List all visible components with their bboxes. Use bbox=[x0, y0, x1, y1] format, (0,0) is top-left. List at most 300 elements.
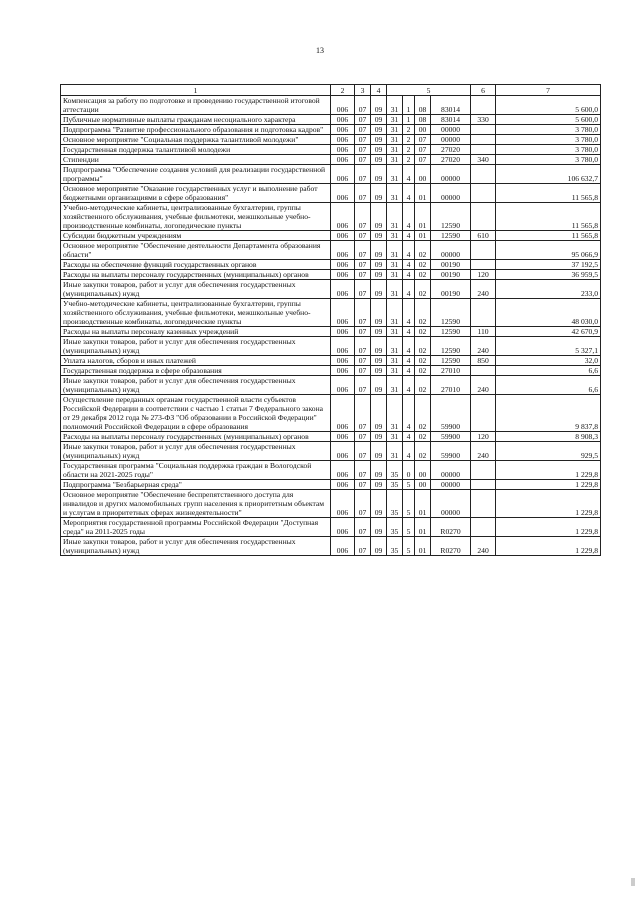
cell-c3: 07 bbox=[355, 480, 371, 490]
cell-name: Публичные нормативные выплаты гражданам несоциального характера bbox=[61, 115, 331, 125]
cell-c2: 006 bbox=[331, 461, 355, 480]
cell-p3: 02 bbox=[415, 366, 431, 376]
cell-c3: 07 bbox=[355, 115, 371, 125]
table-row bbox=[61, 270, 601, 280]
header-col-2: 2 bbox=[331, 85, 355, 96]
table-header-row bbox=[61, 85, 601, 96]
header-col-1: 1 bbox=[61, 85, 331, 96]
cell-p4: 12590 bbox=[431, 231, 471, 241]
cell-c4: 09 bbox=[371, 518, 387, 537]
cell-p4: 00000 bbox=[431, 241, 471, 260]
cell-name: Расходы на обеспечение функций государственных органов bbox=[61, 260, 331, 270]
cell-p3: 08 bbox=[415, 115, 431, 125]
cell-name: Основное мероприятие "Обеспечение деятельности Департамента образования области" bbox=[61, 241, 331, 260]
cell-c4: 09 bbox=[371, 165, 387, 184]
cell-p4: 27010 bbox=[431, 376, 471, 395]
cell-c2: 006 bbox=[331, 376, 355, 395]
cell-name: Расходы на выплаты персоналу казенных учреждений bbox=[61, 327, 331, 337]
cell-p2: 4 bbox=[403, 366, 415, 376]
cell-c6 bbox=[471, 299, 496, 327]
cell-amount: 1 229,8 bbox=[496, 480, 601, 490]
cell-amount: 233,0 bbox=[496, 280, 601, 299]
cell-c2: 006 bbox=[331, 327, 355, 337]
cell-p4: 00000 bbox=[431, 490, 471, 518]
cell-name: Учебно-методические кабинеты, централизованные бухгалтерии, группы хозяйственного обслуживания, учебные фильмотеки, межшкольные учебно-производственные комбинаты, логопедические пункты bbox=[61, 299, 331, 327]
cell-c6 bbox=[471, 145, 496, 155]
table-row bbox=[61, 376, 601, 395]
cell-c4: 09 bbox=[371, 376, 387, 395]
cell-c3: 07 bbox=[355, 518, 371, 537]
cell-p3: 00 bbox=[415, 480, 431, 490]
cell-p3: 02 bbox=[415, 356, 431, 366]
cell-p1: 31 bbox=[387, 145, 403, 155]
table-row bbox=[61, 337, 601, 356]
cell-c6: 240 bbox=[471, 537, 496, 556]
cell-p3: 01 bbox=[415, 490, 431, 518]
cell-p4: 00190 bbox=[431, 280, 471, 299]
cell-p1: 35 bbox=[387, 490, 403, 518]
cell-p1: 31 bbox=[387, 241, 403, 260]
cell-amount: 5 600,0 bbox=[496, 96, 601, 115]
cell-c6 bbox=[471, 260, 496, 270]
cell-c2: 006 bbox=[331, 442, 355, 461]
cell-c4: 09 bbox=[371, 280, 387, 299]
cell-p4: 12590 bbox=[431, 299, 471, 327]
cell-c2: 006 bbox=[331, 155, 355, 165]
cell-amount: 9 837,8 bbox=[496, 395, 601, 432]
cell-p4: 27010 bbox=[431, 366, 471, 376]
cell-p1: 31 bbox=[387, 442, 403, 461]
cell-amount: 3 780,0 bbox=[496, 135, 601, 145]
budget-table bbox=[60, 84, 601, 556]
cell-p2: 2 bbox=[403, 155, 415, 165]
cell-p1: 31 bbox=[387, 260, 403, 270]
cell-p2: 4 bbox=[403, 442, 415, 461]
cell-p2: 1 bbox=[403, 115, 415, 125]
cell-name: Субсидии бюджетным учреждениям bbox=[61, 231, 331, 241]
table-row bbox=[61, 260, 601, 270]
cell-c3: 07 bbox=[355, 155, 371, 165]
cell-amount: 1 229,8 bbox=[496, 537, 601, 556]
cell-c2: 006 bbox=[331, 356, 355, 366]
cell-c2: 006 bbox=[331, 537, 355, 556]
cell-p2: 0 bbox=[403, 461, 415, 480]
table-row bbox=[61, 125, 601, 135]
cell-p1: 31 bbox=[387, 280, 403, 299]
cell-p4: 27020 bbox=[431, 155, 471, 165]
cell-amount: 48 030,0 bbox=[496, 299, 601, 327]
table-row bbox=[61, 241, 601, 260]
cell-c2: 006 bbox=[331, 480, 355, 490]
cell-c6 bbox=[471, 125, 496, 135]
cell-c3: 07 bbox=[355, 537, 371, 556]
cell-p1: 31 bbox=[387, 395, 403, 432]
cell-p2: 4 bbox=[403, 241, 415, 260]
cell-p1: 31 bbox=[387, 299, 403, 327]
cell-c3: 07 bbox=[355, 241, 371, 260]
cell-amount: 3 780,0 bbox=[496, 125, 601, 135]
cell-c4: 09 bbox=[371, 135, 387, 145]
cell-c3: 07 bbox=[355, 395, 371, 432]
cell-p3: 01 bbox=[415, 537, 431, 556]
cell-name: Учебно-методические кабинеты, централизованные бухгалтерии, группы хозяйственного обслуживания, учебные фильмотеки, межшкольные учебно-производственные комбинаты, логопедические пункты bbox=[61, 203, 331, 231]
table-row bbox=[61, 395, 601, 432]
cell-p3: 08 bbox=[415, 96, 431, 115]
cell-name: Иные закупки товаров, работ и услуг для обеспечения государственных (муниципальных) нужд bbox=[61, 537, 331, 556]
table-row bbox=[61, 327, 601, 337]
cell-p3: 02 bbox=[415, 299, 431, 327]
cell-p1: 35 bbox=[387, 480, 403, 490]
cell-c4: 09 bbox=[371, 260, 387, 270]
table-row bbox=[61, 231, 601, 241]
table-row bbox=[61, 203, 601, 231]
cell-c2: 006 bbox=[331, 299, 355, 327]
cell-c6: 340 bbox=[471, 155, 496, 165]
cell-c3: 07 bbox=[355, 376, 371, 395]
cell-p4: 00000 bbox=[431, 125, 471, 135]
cell-p2: 2 bbox=[403, 135, 415, 145]
cell-c2: 006 bbox=[331, 165, 355, 184]
cell-p1: 35 bbox=[387, 518, 403, 537]
cell-p2: 4 bbox=[403, 280, 415, 299]
cell-c4: 09 bbox=[371, 327, 387, 337]
cell-c4: 09 bbox=[371, 203, 387, 231]
cell-p2: 4 bbox=[403, 356, 415, 366]
table-row bbox=[61, 366, 601, 376]
cell-amount: 95 066,9 bbox=[496, 241, 601, 260]
cell-c6: 240 bbox=[471, 376, 496, 395]
cell-c6 bbox=[471, 184, 496, 203]
table-row bbox=[61, 135, 601, 145]
cell-c3: 07 bbox=[355, 461, 371, 480]
cell-p1: 31 bbox=[387, 270, 403, 280]
cell-p3: 02 bbox=[415, 270, 431, 280]
cell-c2: 006 bbox=[331, 270, 355, 280]
table-row bbox=[61, 537, 601, 556]
cell-amount: 32,0 bbox=[496, 356, 601, 366]
cell-p1: 31 bbox=[387, 337, 403, 356]
cell-c3: 07 bbox=[355, 490, 371, 518]
cell-c2: 006 bbox=[331, 184, 355, 203]
table-row bbox=[61, 165, 601, 184]
cell-p3: 01 bbox=[415, 203, 431, 231]
cell-c2: 006 bbox=[331, 135, 355, 145]
cell-p4: R0270 bbox=[431, 518, 471, 537]
cell-c3: 07 bbox=[355, 356, 371, 366]
cell-p3: 02 bbox=[415, 442, 431, 461]
cell-p4: 00190 bbox=[431, 270, 471, 280]
cell-name: Иные закупки товаров, работ и услуг для обеспечения государственных (муниципальных) нужд bbox=[61, 442, 331, 461]
cell-p2: 4 bbox=[403, 395, 415, 432]
cell-p4: 83014 bbox=[431, 96, 471, 115]
cell-p1: 31 bbox=[387, 96, 403, 115]
cell-amount: 1 229,8 bbox=[496, 518, 601, 537]
cell-name: Основное мероприятие "Социальная поддержка талантливой молодежи" bbox=[61, 135, 331, 145]
cell-p2: 4 bbox=[403, 203, 415, 231]
table-row bbox=[61, 155, 601, 165]
cell-p1: 31 bbox=[387, 135, 403, 145]
cell-c4: 09 bbox=[371, 125, 387, 135]
cell-amount: 11 565,8 bbox=[496, 231, 601, 241]
cell-p3: 01 bbox=[415, 231, 431, 241]
cell-p1: 31 bbox=[387, 327, 403, 337]
cell-c3: 07 bbox=[355, 260, 371, 270]
header-col-7: 7 bbox=[496, 85, 601, 96]
cell-p4: 27020 bbox=[431, 145, 471, 155]
header-col-4: 4 bbox=[371, 85, 387, 96]
cell-c2: 006 bbox=[331, 337, 355, 356]
cell-name: Государственная поддержка в сфере образования bbox=[61, 366, 331, 376]
cell-c2: 006 bbox=[331, 432, 355, 442]
cell-c4: 09 bbox=[371, 356, 387, 366]
table-row bbox=[61, 432, 601, 442]
cell-p3: 02 bbox=[415, 376, 431, 395]
page-number: 13 bbox=[316, 46, 324, 55]
cell-c6 bbox=[471, 366, 496, 376]
cell-c6: 240 bbox=[471, 337, 496, 356]
cell-p1: 31 bbox=[387, 376, 403, 395]
cell-p1: 31 bbox=[387, 203, 403, 231]
cell-c4: 09 bbox=[371, 480, 387, 490]
table-row bbox=[61, 184, 601, 203]
cell-p2: 4 bbox=[403, 165, 415, 184]
cell-amount: 3 780,0 bbox=[496, 155, 601, 165]
cell-c2: 006 bbox=[331, 203, 355, 231]
cell-name: Компенсация за работу по подготовке и проведению государственной итоговой аттестации bbox=[61, 96, 331, 115]
cell-p4: 12590 bbox=[431, 356, 471, 366]
cell-c3: 07 bbox=[355, 165, 371, 184]
cell-p1: 35 bbox=[387, 537, 403, 556]
cell-p4: 00190 bbox=[431, 260, 471, 270]
table-row bbox=[61, 480, 601, 490]
cell-p1: 31 bbox=[387, 125, 403, 135]
cell-name: Иные закупки товаров, работ и услуг для обеспечения государственных (муниципальных) нужд bbox=[61, 337, 331, 356]
cell-name: Государственная поддержка талантливой молодежи bbox=[61, 145, 331, 155]
cell-c2: 006 bbox=[331, 280, 355, 299]
cell-c3: 07 bbox=[355, 327, 371, 337]
cell-name: Государственная программа "Социальная поддержка граждан в Вологодской области на 2021-2025 годы" bbox=[61, 461, 331, 480]
cell-p4: 12590 bbox=[431, 327, 471, 337]
cell-p4: 00000 bbox=[431, 184, 471, 203]
cell-name: Расходы на выплаты персоналу государственных (муниципальных) органов bbox=[61, 270, 331, 280]
cell-p1: 31 bbox=[387, 115, 403, 125]
cell-c2: 006 bbox=[331, 145, 355, 155]
cell-p4: 00000 bbox=[431, 461, 471, 480]
cell-p3: 01 bbox=[415, 518, 431, 537]
cell-c4: 09 bbox=[371, 299, 387, 327]
table-row bbox=[61, 299, 601, 327]
cell-p4: 12590 bbox=[431, 337, 471, 356]
cell-p2: 5 bbox=[403, 537, 415, 556]
table-row bbox=[61, 356, 601, 366]
cell-p3: 02 bbox=[415, 337, 431, 356]
cell-c3: 07 bbox=[355, 125, 371, 135]
cell-amount: 8 908,3 bbox=[496, 432, 601, 442]
cell-p3: 01 bbox=[415, 184, 431, 203]
cell-c4: 09 bbox=[371, 537, 387, 556]
cell-name: Уплата налогов, сборов и иных платежей bbox=[61, 356, 331, 366]
cell-amount: 11 565,8 bbox=[496, 184, 601, 203]
header-col-5: 5 bbox=[387, 85, 471, 96]
cell-c3: 07 bbox=[355, 299, 371, 327]
cell-amount: 1 229,8 bbox=[496, 490, 601, 518]
scan-edge-mark bbox=[631, 878, 635, 886]
cell-amount: 11 565,8 bbox=[496, 203, 601, 231]
table-row bbox=[61, 442, 601, 461]
cell-p4: 00000 bbox=[431, 480, 471, 490]
cell-c3: 07 bbox=[355, 96, 371, 115]
cell-c6 bbox=[471, 165, 496, 184]
cell-c2: 006 bbox=[331, 518, 355, 537]
cell-c3: 07 bbox=[355, 145, 371, 155]
header-col-6: 6 bbox=[471, 85, 496, 96]
cell-amount: 37 192,5 bbox=[496, 260, 601, 270]
cell-p1: 31 bbox=[387, 184, 403, 203]
cell-c6: 110 bbox=[471, 327, 496, 337]
cell-c2: 006 bbox=[331, 241, 355, 260]
cell-c4: 09 bbox=[371, 270, 387, 280]
cell-p4: 12590 bbox=[431, 203, 471, 231]
cell-p1: 31 bbox=[387, 432, 403, 442]
cell-name: Осуществление переданных органам государственной власти субъектов Российской Федерации в соответствии с частью 1 статьи 7 Федерального закона от 29 декабря 2012 года № 273-ФЗ "Об образовании в Российской Федерации" полномочий Российской Федерации в сфере образования bbox=[61, 395, 331, 432]
cell-p2: 5 bbox=[403, 490, 415, 518]
cell-p3: 00 bbox=[415, 165, 431, 184]
cell-p2: 4 bbox=[403, 260, 415, 270]
cell-c6 bbox=[471, 135, 496, 145]
cell-p2: 4 bbox=[403, 376, 415, 395]
cell-c3: 07 bbox=[355, 135, 371, 145]
cell-name: Стипендии bbox=[61, 155, 331, 165]
cell-amount: 3 780,0 bbox=[496, 145, 601, 155]
cell-p1: 31 bbox=[387, 231, 403, 241]
cell-c3: 07 bbox=[355, 337, 371, 356]
cell-p4: 59900 bbox=[431, 442, 471, 461]
table-row bbox=[61, 490, 601, 518]
cell-c6 bbox=[471, 96, 496, 115]
cell-name: Иные закупки товаров, работ и услуг для обеспечения государственных (муниципальных) нужд bbox=[61, 280, 331, 299]
cell-c2: 006 bbox=[331, 366, 355, 376]
cell-amount: 5 600,0 bbox=[496, 115, 601, 125]
cell-p2: 4 bbox=[403, 270, 415, 280]
cell-c6: 240 bbox=[471, 442, 496, 461]
cell-c3: 07 bbox=[355, 280, 371, 299]
cell-c6: 330 bbox=[471, 115, 496, 125]
cell-p2: 4 bbox=[403, 432, 415, 442]
cell-amount: 42 670,9 bbox=[496, 327, 601, 337]
cell-p2: 5 bbox=[403, 480, 415, 490]
cell-c6: 850 bbox=[471, 356, 496, 366]
cell-c4: 09 bbox=[371, 395, 387, 432]
cell-p3: 07 bbox=[415, 155, 431, 165]
cell-c4: 09 bbox=[371, 442, 387, 461]
cell-c6 bbox=[471, 461, 496, 480]
cell-c3: 07 bbox=[355, 184, 371, 203]
cell-p3: 02 bbox=[415, 260, 431, 270]
cell-p3: 02 bbox=[415, 280, 431, 299]
cell-c6: 240 bbox=[471, 280, 496, 299]
cell-amount: 1 229,8 bbox=[496, 461, 601, 480]
cell-p3: 00 bbox=[415, 461, 431, 480]
cell-p3: 02 bbox=[415, 395, 431, 432]
cell-name: Мероприятия государственной программы Российской Федерации "Доступная среда" на 2011-2025 годы bbox=[61, 518, 331, 537]
header-col-3: 3 bbox=[355, 85, 371, 96]
cell-p4: 83014 bbox=[431, 115, 471, 125]
cell-c4: 09 bbox=[371, 155, 387, 165]
cell-p1: 31 bbox=[387, 165, 403, 184]
cell-c4: 09 bbox=[371, 231, 387, 241]
cell-c2: 006 bbox=[331, 490, 355, 518]
cell-c2: 006 bbox=[331, 125, 355, 135]
cell-p4: R0270 bbox=[431, 537, 471, 556]
cell-p3: 02 bbox=[415, 432, 431, 442]
cell-c6 bbox=[471, 395, 496, 432]
cell-name: Подпрограмма "Безбарьерная среда" bbox=[61, 480, 331, 490]
cell-c4: 09 bbox=[371, 337, 387, 356]
cell-p2: 5 bbox=[403, 518, 415, 537]
cell-c3: 07 bbox=[355, 366, 371, 376]
cell-c3: 07 bbox=[355, 203, 371, 231]
cell-c6 bbox=[471, 518, 496, 537]
table-row bbox=[61, 518, 601, 537]
cell-c4: 09 bbox=[371, 461, 387, 480]
cell-p3: 07 bbox=[415, 135, 431, 145]
cell-name: Иные закупки товаров, работ и услуг для обеспечения государственных (муниципальных) нужд bbox=[61, 376, 331, 395]
cell-c2: 006 bbox=[331, 260, 355, 270]
cell-c6 bbox=[471, 480, 496, 490]
table-row bbox=[61, 115, 601, 125]
cell-c3: 07 bbox=[355, 231, 371, 241]
cell-c3: 07 bbox=[355, 432, 371, 442]
cell-p4: 59900 bbox=[431, 395, 471, 432]
cell-amount: 36 959,5 bbox=[496, 270, 601, 280]
cell-p2: 1 bbox=[403, 96, 415, 115]
cell-p2: 2 bbox=[403, 125, 415, 135]
cell-c4: 09 bbox=[371, 115, 387, 125]
cell-p2: 4 bbox=[403, 184, 415, 203]
table-row bbox=[61, 145, 601, 155]
cell-p4: 00000 bbox=[431, 135, 471, 145]
table-row bbox=[61, 280, 601, 299]
cell-c6: 120 bbox=[471, 270, 496, 280]
cell-p2: 4 bbox=[403, 327, 415, 337]
cell-c4: 09 bbox=[371, 366, 387, 376]
cell-c2: 006 bbox=[331, 96, 355, 115]
cell-amount: 106 632,7 bbox=[496, 165, 601, 184]
cell-amount: 6,6 bbox=[496, 376, 601, 395]
cell-p2: 2 bbox=[403, 145, 415, 155]
cell-p1: 31 bbox=[387, 155, 403, 165]
cell-p1: 31 bbox=[387, 356, 403, 366]
cell-c2: 006 bbox=[331, 115, 355, 125]
cell-name: Подпрограмма "Развитие профессионального образования и подготовка кадров" bbox=[61, 125, 331, 135]
cell-c3: 07 bbox=[355, 270, 371, 280]
cell-p1: 35 bbox=[387, 461, 403, 480]
cell-p4: 00000 bbox=[431, 165, 471, 184]
cell-p2: 4 bbox=[403, 299, 415, 327]
cell-amount: 6,6 bbox=[496, 366, 601, 376]
cell-p2: 4 bbox=[403, 231, 415, 241]
cell-p3: 02 bbox=[415, 241, 431, 260]
cell-name: Основное мероприятие "Оказание государственных услуг и выполнение работ бюджетными организациями в сфере образования" bbox=[61, 184, 331, 203]
cell-c4: 09 bbox=[371, 241, 387, 260]
cell-name: Подпрограмма "Обеспечение создания условий для реализации государственной программы" bbox=[61, 165, 331, 184]
cell-p3: 00 bbox=[415, 125, 431, 135]
cell-c4: 09 bbox=[371, 145, 387, 155]
cell-p4: 59900 bbox=[431, 432, 471, 442]
cell-c2: 006 bbox=[331, 395, 355, 432]
cell-c4: 09 bbox=[371, 432, 387, 442]
cell-p1: 31 bbox=[387, 366, 403, 376]
